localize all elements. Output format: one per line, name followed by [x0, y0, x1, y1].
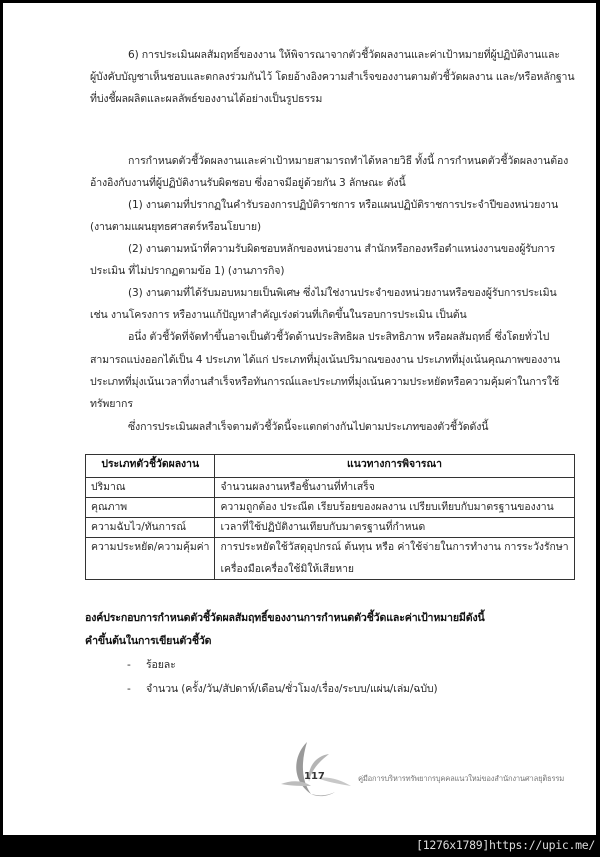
- cell-type: ปริมาณ: [86, 478, 215, 498]
- footer-book-title: คู่มือการบริหารทรัพยากรบุคคลแนวใหม่ของสำนักงานศาลยุติธรรม: [358, 774, 565, 783]
- table-row: [86, 538, 575, 580]
- starter-words-heading: คำขึ้นต้นในการเขียนตัวชี้วัด: [85, 635, 212, 647]
- types-line-3: ประเภทที่มุ่งเน้นเวลาที่งานสำเร็จหรือทันการณ์และประเภทที่มุ่งเน้นความประหยัดหรือความคุ้มค่าในการใช้: [90, 376, 559, 388]
- paragraph-6-line-2: ผู้บังคับบัญชาเห็นชอบและตกลงร่วมกันไว้ โดยอ้างอิงความสำเร็จของงานตามตัวชี้วัดผลงาน และ/หรือหลักฐาน: [90, 71, 575, 83]
- paragraph-6-line-1: 6) การประเมินผลสัมฤทธิ์ของงาน ให้พิจารณาจากตัวชี้วัดผลงานและค่าเป้าหมายที่ผู้ปฏิบัติงานและ: [128, 49, 560, 61]
- item-2-line-2: ประเมิน ที่ไม่ปรากฏตามข้อ 1) (งานภารกิจ): [90, 265, 285, 277]
- item-3-line-2: เช่น งานโครงการ หรืองานแก้ปัญหาสำคัญเร่งด่วนที่เกิดขึ้นในรอบการประเมิน เป็นต้น: [90, 309, 467, 321]
- cell-guideline: จำนวนผลงานหรือชิ้นงานที่ทำเสร็จ: [215, 478, 574, 498]
- cell-type: ความประหยัด/ความคุ้มค่า: [86, 538, 215, 580]
- bullet-marker: -: [127, 659, 131, 671]
- cell-guideline: ความถูกต้อง ประณีต เรียบร้อยของผลงาน เปรียบเทียบกับมาตรฐานของงาน: [215, 498, 574, 518]
- item-1-line-1: (1) งานตามที่ปรากฏในคำรับรองการปฏิบัติราชการ หรือแผนปฏิบัติราชการประจำปีของหน่วยงาน: [128, 199, 559, 211]
- table-row: [86, 478, 575, 498]
- image-size-watermark: [1276x1789]https://upic.me/: [416, 838, 595, 852]
- cell-type: ความฉับไว/ทันการณ์: [86, 518, 215, 538]
- document-page: [3, 3, 596, 835]
- swoosh-logo-icon: [281, 740, 351, 798]
- item-2-line-1: (2) งานตามหน้าที่ความรับผิดชอบหลักของหน่วยงาน สำนักหรือกองหรือตำแหน่งงานของผู้รับการ: [128, 243, 555, 255]
- cell-guideline-multiline: [215, 538, 574, 580]
- cell-guideline-line-1: การประหยัดใช้วัสดุอุปกรณ์ ต้นทุน หรือ ค่าใช้จ่ายในการทำงาน การระวังรักษา: [220, 541, 569, 553]
- cell-guideline-line-2: เครื่องมือเครื่องใช้มิให้เสียหาย: [220, 563, 355, 575]
- column-header-type: ประเภทตัวชี้วัดผลงาน: [86, 455, 215, 478]
- components-heading: องค์ประกอบการกำหนดตัวชี้วัดผลสัมฤทธิ์ของงานการกำหนดตัวชี้วัดและค่าเป้าหมายมีดังนี้: [85, 612, 485, 624]
- intro-line-1: การกำหนดตัวชี้วัดผลงานและค่าเป้าหมายสามารถทำได้หลายวิธี ทั้งนี้ การกำหนดตัวชี้วัดผลงานต้อง: [128, 155, 569, 167]
- types-line-4: ทรัพยากร: [90, 398, 133, 410]
- page-number: 117: [304, 771, 325, 782]
- paragraph-6-line-3: ที่บ่งชี้ผลผลิตและผลลัพธ์ของงานได้อย่างเป็นรูปธรรม: [90, 93, 323, 105]
- bullet-item-percent: ร้อยละ: [146, 659, 176, 671]
- types-line-1: อนึ่ง ตัวชี้วัดที่จัดทำขึ้นอาจเป็นตัวชี้วัดด้านประสิทธิผล ประสิทธิภาพ หรือผลสัมฤทธิ์ ซึ่งโดยทั่วไป: [128, 331, 550, 343]
- item-3-line-1: (3) งานตามที่ได้รับมอบหมายเป็นพิเศษ ซึ่งไม่ใช่งานประจำของหน่วยงานหรือของผู้รับการประเมิน: [128, 287, 557, 299]
- bullet-marker: -: [127, 683, 131, 695]
- types-line-2: สามารถแบ่งออกได้เป็น 4 ประเภท ได้แก่ ประเภทที่มุ่งเน้นปริมาณของงาน ประเภทที่มุ่งเน้นคุณภาพของงาน: [90, 354, 561, 366]
- cell-type: คุณภาพ: [86, 498, 215, 518]
- intro-line-2: อ้างอิงกับงานที่ผู้ปฏิบัติงานรับผิดชอบ ซึ่งอาจมีอยู่ด้วยกัน 3 ลักษณะ ดังนี้: [90, 177, 406, 189]
- table-header-row: [86, 455, 575, 478]
- item-1-line-2: (งานตามแผนยุทธศาสตร์หรือนโยบาย): [90, 221, 261, 233]
- bullet-item-count: จำนวน (ครั้ง/วัน/สัปดาห์/เดือน/ชั่วโมง/เรื่อง/ระบบ/แผ่น/เล่ม/ฉบับ): [146, 683, 438, 695]
- table-intro: ซึ่งการประเมินผลสำเร็จตามตัวชี้วัดนี้จะแตกต่างกันไปตามประเภทของตัวชี้วัดดังนี้: [128, 421, 489, 433]
- kpi-types-table: [85, 454, 575, 580]
- column-header-guideline: แนวทางการพิจารณา: [215, 455, 574, 478]
- table-row: [86, 518, 575, 538]
- table-row: [86, 498, 575, 518]
- cell-guideline: เวลาที่ใช้ปฏิบัติงานเทียบกับมาตรฐานที่กำหนด: [215, 518, 574, 538]
